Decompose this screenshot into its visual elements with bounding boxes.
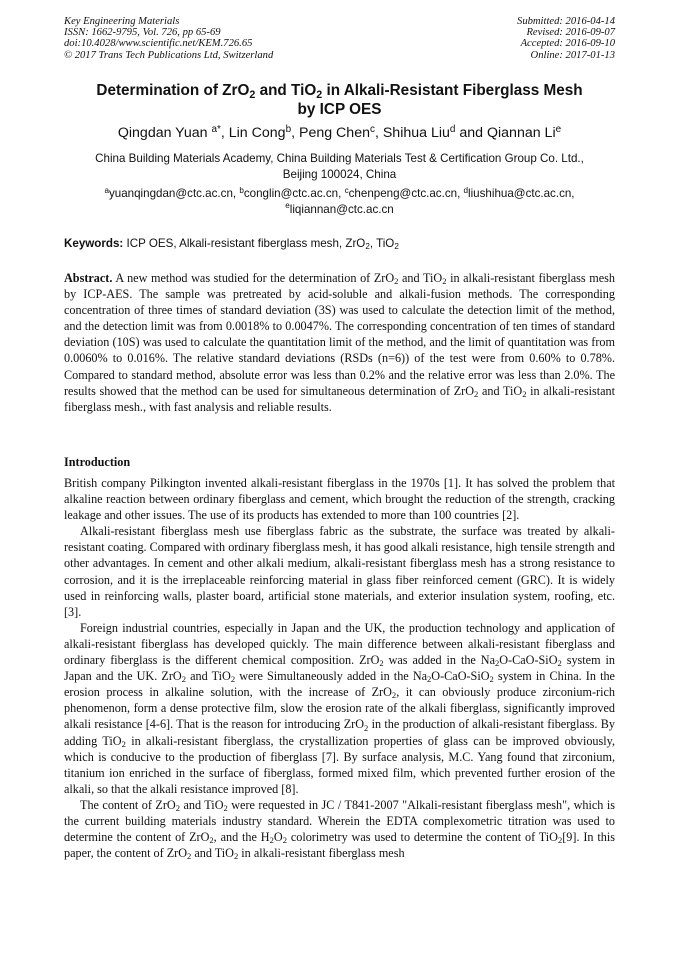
author-list: Qingdan Yuan $^{a*}$, Lin Cong$^b$, Peng Chen$^c$, Shihua Liu$^d$ and Qiannan Li$^e$ [117,124,562,141]
issn-line: ISSN: 1662-9795, Vol. 726, pp 65-69 [64,27,221,39]
accepted-date: Accepted: 2016-09-10 [520,38,615,50]
affiliation: China Building Materials Academy, China Building Materials Test & Certification Group Co. Ltd., Beijing 100024, China [95,152,584,181]
intro-paragraph-3: Foreign industrial countries, especially in Japan and the UK, the production technology and application of alkali-resistant fiberglass has developed quickly. The main difference between alkali-resistant fiberglass and ordinary fiberglass is the different chemical composition. ZrO$_2$ was added in the $Na_2O-CaO-SiO_2$ system in Japan and the UK. ZrO$_2$ and TiO$_2$ were Simultaneously added in the $Na_2O-CaO-SiO_2$ system in China. In the erosion process in alkaline solution, with the increase of ZrO$_2$, it can obviously produce zirconium-rich phenomenon, form a dense protective film, slow the erosion rate of the alkali fiberglass, significantly improved alkali resistance [4-6]. That is the reason for introducing ZrO$_2$ in the production of alkali-resistant fiberglass. By adding TiO$_2$ in alkali-resistant fiberglass, the crystallization properties of glass can be improved obviously, which is conducive to the production of fiberglass [7]. By surface analysis, M.C. Yang found that zirconium, titanium ion enriched in the surface of fiberglass, formed mixed film, which prevented further erosion of the alkali, so that the alkali resistance improved [8]. [64,620,616,796]
abstract: Abstract. A new method was studied for the determination of ZrO$_2$ and TiO$_2$ in alkali-resistant fiberglass mesh by ICP-AES. The sample was pretreated by acid-soluble and alkali-fusion methods. The corresponding concentration of three times of standard deviation (3S) was used to calculate the detection limit of the method, and the detection limit was from 0.0018% to 0.0047%. The corresponding concentration of ten times of standard deviation (10S) was used to calculate the quantitation limit of the method, and the limit of quantitation was from 0.0060% to 0.016%. The relative standard deviations (RSDs (n=6)) of the test were from 0.60% to 0.78%. Compared to standard method, absolute error was less than 0.2% and the relative error was less than 2.0%. The results showed that the method can be used for simultaneous determination of ZrO$_2$ and TiO$_2$ in alkali-resistant fiberglass mesh., with fast analysis and reliable results. [64,271,615,414]
email-link[interactable]: yuanqingdan@ctc.ac.cn, [108,187,240,200]
section-heading-introduction: Introduction [64,455,131,469]
revised-date: Revised: 2016-09-07 [526,27,615,39]
intro-paragraph-2: Alkali-resistant fiberglass mesh use fiberglass fabric as the substrate, the surface was treated by alkali-resistant coating. Compared with ordinary fiberglass mesh, it has good alkali resistance, high tensile strength and other advantages. In cement and other alkali medium, alkali-resistant fiberglass mesh has a strong resistance to corrosion, and it is the irreplaceable reinforcing material in glass fiber reinforced cement (GRC). It is widely used in reinforcing walls, plaster board, artificial stone materials, and exterior insulation system, roofing, etc. [3]. [64,524,615,619]
paper-title: Determination of ZrO$_2$ and TiO$_2$ in Alkali-Resistant Fiberglass Mesh by ICP OES [96,82,583,118]
abstract-label: Abstract. [64,271,113,285]
author-emails: $^a$yuanqingdan@ctc.ac.cn, $^b$conglin@ctc.ac.cn, $^c$chenpeng@ctc.ac.cn, $^d$liushihua@ctc.ac.cn, $^e$liqiannan@ctc.ac.cn [104,185,575,216]
online-date: Online: 2017-01-13 [530,49,615,61]
introduction-body [64,475,615,861]
journal-header-left [64,16,273,61]
email-link[interactable]: chenpeng@ctc.ac.cn, [348,187,464,200]
journal-name: Key Engineering Materials [64,16,180,27]
intro-paragraph-1: British company Pilkington invented alkali-resistant fiberglass in the 1970s [1]. It has solved the problem that alkaline reaction between ordinary fiberglass and cement, which brought the reduction of the strength, cracking leakage and other issues. The use of its products has extended to more than 100 countries [2]. [64,476,615,523]
copyright-line: © 2017 Trans Tech Publications Ltd, Switzerland [64,49,274,61]
email-link[interactable]: liqiannan@ctc.ac.cn [289,202,394,216]
journal-header-right [517,16,615,61]
email-link[interactable]: liushihua@ctc.ac.cn, [468,187,575,200]
email-link[interactable]: conglin@ctc.ac.cn, [243,187,345,200]
keywords-label: Keywords: [64,237,124,250]
submitted-date: Submitted: 2016-04-14 [517,16,615,27]
intro-paragraph-4: The content of ZrO$_2$ and TiO$_2$ were requested in JC / T841-2007 "Alkali-resistant fiberglass mesh", which is the current building materials industry standard. Wherein the EDTA complexometric titration was used to determine the content of ZrO$_2$, and the $H_2O_2$ colorimetry was used to determine the content of TiO$_2$[9]. In this paper, the content of ZrO$_2$ and TiO$_2$ in alkali-resistant fiberglass mesh [64,797,615,862]
doi-line: doi:10.4028/www.scientific.net/KEM.726.65 [64,38,253,50]
keywords: Keywords: ICP OES, Alkali-resistant fiberglass mesh, ZrO$_2$, TiO$_2$ [64,237,399,252]
